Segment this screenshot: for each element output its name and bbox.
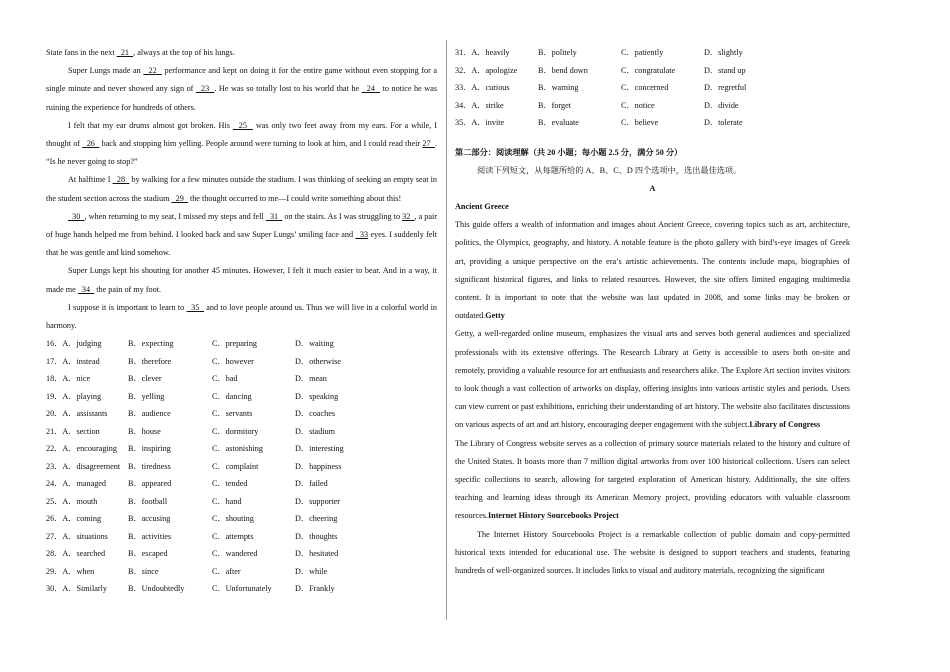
- option-c: C．attempts: [212, 531, 254, 541]
- option-b: B．bend down: [538, 65, 588, 75]
- option-d: D．failed: [295, 479, 328, 489]
- cloze-paragraph-1: Super Lungs made an 22 performance and kept on doing it for the entire game without even stopping for a single minute and never showed any sign of 23 . He was so totally lost to his world that he 24 to notice he was ruining the experience for hundreds of others.: [46, 66, 438, 112]
- option-row: [46, 563, 437, 581]
- option-b: B．clever: [128, 374, 162, 384]
- option-c: C．bad: [212, 374, 238, 384]
- option-a: 23．A．disagreement: [46, 461, 121, 471]
- option-d: D．mean: [295, 374, 327, 384]
- option-a: 19．A．playing: [46, 391, 102, 401]
- option-b: B．expecting: [128, 339, 174, 349]
- option-d: D．otherwise: [295, 356, 341, 366]
- option-a: 34．A．strike: [455, 100, 504, 110]
- section-title: 第二部分：阅读理解（共 20 小题；每小题 2.5 分，满分 50 分）: [455, 147, 683, 157]
- option-row: [455, 114, 850, 132]
- option-a: 20．A．assistants: [46, 409, 108, 419]
- cloze-paragraph-6: I suppose it is important to learn to 35 and to love people around us. Thus we will live in a colorful world in harmony.: [46, 302, 437, 331]
- option-a: 32．A．apologize: [455, 65, 518, 75]
- option-d: D．while: [295, 566, 328, 576]
- option-b: B．appeared: [128, 479, 172, 489]
- passage-label: A: [649, 183, 656, 193]
- option-c: C．astonishing: [212, 444, 263, 454]
- option-row: [455, 79, 850, 97]
- cloze-options-16-30: [46, 335, 437, 598]
- option-d: D．interesting: [295, 444, 344, 454]
- option-d: D．slightly: [704, 48, 743, 57]
- option-b: B．since: [128, 566, 159, 576]
- option-b: B．Undoubtedly: [128, 584, 185, 594]
- option-b: B．forget: [538, 100, 572, 110]
- option-a: 17．A．instead: [46, 356, 100, 366]
- text-library-of-congress: The Library of Congress website serves as a collection of primary source materials related to the history and culture of the United States. It boasts more than 7 million digital artworks from over 100 historical collections. Users can select specific collections to search, allowing for targeted exploration of American history. Additionally, the site offers teaching and learning ideas through its American Memory project, providing educators with valuable classroom resources.Internet History Sourcebooks Project: [455, 438, 850, 521]
- option-c: C．preparing: [212, 339, 258, 349]
- option-b: B．therefore: [128, 356, 172, 366]
- option-b: B．inspiring: [128, 444, 171, 454]
- option-a: 33．A．curious: [455, 83, 510, 92]
- option-a: 18．A．nice: [46, 374, 91, 384]
- option-a: 35．A．invite: [455, 118, 505, 127]
- option-b: B．activities: [128, 531, 172, 541]
- cloze-paragraph-5: Super Lungs kept his shouting for another 45 minutes. However, I felt it much easier to bear. And in a way, it made me 34 the pain of my foot.: [46, 266, 437, 294]
- column-divider: [446, 40, 447, 620]
- option-b: B．escaped: [128, 549, 168, 559]
- option-d: D．regretful: [704, 83, 747, 92]
- option-a: 16．A．judging: [46, 339, 102, 349]
- option-d: D．stand up: [704, 65, 746, 75]
- option-c: C．dancing: [212, 391, 252, 401]
- option-row: [455, 62, 850, 80]
- option-c: C．wandered: [212, 549, 258, 559]
- option-row: [46, 580, 437, 598]
- cloze-paragraph-0: State fans in the next 21 , always at the top of his lungs.: [46, 48, 235, 57]
- option-a: 26．A．coming: [46, 514, 102, 524]
- option-b: B．politely: [538, 48, 577, 57]
- option-b: B．football: [128, 496, 168, 506]
- option-row: [46, 493, 437, 511]
- option-b: B．tiredness: [128, 461, 171, 471]
- option-c: C．shouting: [212, 514, 254, 524]
- option-c: C．Unfortunately: [212, 584, 272, 594]
- option-row: [46, 528, 437, 546]
- heading-ancient-greece: Ancient Greece: [455, 201, 509, 211]
- option-row: [46, 545, 437, 563]
- option-a: 25．A．mouth: [46, 496, 98, 506]
- text-getty: Getty, a well-regarded online museum, emphasizes the visual arts and serves both general audiences and specialized professionals with its extensive offerings. The Research Library at Getty is accessible to users both on-site and remotely, providing a valuable resource for art enthusiasts and researchers alike. The Explore Art section invites visitors to look though a vast collection of artworks on display, offering insights into various artistic styles and periods. Users can view current or past exhibitions, enriching their understanding of art history. The website also facilitates discussions on various aspects of art and art history, encouraging deeper engagement with the subject.Library of Congress: [455, 329, 850, 430]
- option-a: 30．A．Similarly: [46, 584, 107, 594]
- option-d: D．happiness: [295, 461, 342, 471]
- cloze-options-31-35: [455, 44, 850, 132]
- option-c: C．however: [212, 356, 254, 366]
- cloze-paragraph-3: At halftime I 28 by walking for a few minutes outside the stadium. I was thinking of seeking an empty seat in the student section across the stadium 29 the thought occurred to me—I could write something about this!: [46, 175, 438, 203]
- heading-library-of-congress: Library of Congress: [749, 420, 821, 430]
- option-row: [46, 440, 437, 458]
- heading-getty: Getty: [485, 311, 505, 321]
- option-d: D．tolerate: [704, 118, 743, 127]
- option-a: 21．A．section: [46, 426, 100, 436]
- option-a: 27．A．situations: [46, 531, 108, 541]
- text-sourcebooks: The Internet History Sourcebooks Project is a remarkable collection of public domain and copy-permitted historical texts intended for educational use. The website is designed to support teachers and students, featuring hundreds of well-organized sources. It includes links to visual and auditory materials, recognizing the significant: [455, 529, 850, 575]
- option-row: [46, 405, 437, 423]
- option-d: D．supporter: [295, 496, 341, 506]
- option-d: D．waiting: [295, 339, 334, 349]
- option-c: C．concerned: [621, 83, 669, 92]
- option-d: D．cheering: [295, 514, 338, 524]
- option-c: C．hand: [212, 496, 242, 506]
- option-b: B．warning: [538, 83, 579, 92]
- option-row: [46, 458, 437, 476]
- option-c: C．complaint: [212, 461, 259, 471]
- option-d: D．divide: [704, 100, 739, 110]
- left-column: [46, 44, 437, 598]
- text-ancient-greece: This guide offers a wealth of information and images about Ancient Greece, covering topics such as art, architecture, politics, the Olympics, geography, and history. A notable feature is the photo gallery with bird’s-eye images of Greek art, providing a unique perspective on the era’s artistic achievements. The contents include maps, biographies of significant historical figures, and links to related resources. However, the site offers limited engaging multimedia content. It is important to note that the website was last updated in 2008, and some links may be broken or outdated.Getty: [455, 220, 850, 321]
- option-b: B．yelling: [128, 391, 165, 401]
- option-a: 22．A．encouraging: [46, 444, 117, 454]
- option-row: [46, 475, 437, 493]
- option-c: C．patiently: [621, 48, 664, 57]
- right-column: [455, 44, 850, 580]
- option-d: D．thoughts: [295, 531, 338, 541]
- option-d: D．stadium: [295, 426, 336, 436]
- option-d: D．coaches: [295, 409, 336, 419]
- option-c: C．tended: [212, 479, 248, 489]
- option-a: 29．A．when: [46, 566, 95, 576]
- option-b: B．evaluate: [538, 118, 579, 127]
- option-c: C．believe: [621, 118, 659, 127]
- option-c: C．after: [212, 566, 241, 576]
- option-a: 24．A．managed: [46, 479, 107, 489]
- option-b: B．audience: [128, 409, 171, 419]
- option-c: C．notice: [621, 100, 655, 110]
- option-c: C．congratulate: [621, 65, 676, 75]
- option-d: D．hesitated: [295, 549, 339, 559]
- option-a: 31．A．heavily: [455, 48, 510, 57]
- option-row: [455, 97, 850, 115]
- option-d: D．Frankly: [295, 584, 335, 594]
- option-c: C．dormitory: [212, 426, 259, 436]
- option-a: 28．A．searched: [46, 549, 106, 559]
- option-row: [46, 388, 437, 406]
- option-row: [46, 370, 437, 388]
- cloze-paragraph-2: I felt that my ear drums almost got broken. His 25 was only two feet away from my ears. For a while, I thought of 26 back and stopping him yelling. People around were turning to look at him, and I could read their 27 . “Is he never going to stop?”: [46, 120, 438, 167]
- option-row: [46, 510, 437, 528]
- option-row: [46, 335, 437, 353]
- option-b: B．accusing: [128, 514, 171, 524]
- option-d: D．speaking: [295, 391, 339, 401]
- option-row: [455, 44, 850, 62]
- option-row: [46, 423, 437, 441]
- section-instruction: 阅读下列短文，从每题所给的 A、B、C、D 四个选项中，选出最佳选项。: [477, 165, 742, 175]
- cloze-paragraph-4: 30 , when returning to my seat, I missed my steps and fell 31 on the stairs. As I was struggling to 32 , a pair of huge hands helped me from behind. I looked back and saw Super Lungs’ smiling face and 33 eyes. I suddenly felt that he was gentle and kind somehow.: [46, 211, 438, 258]
- heading-sourcebooks: Internet History Sourcebooks Project: [487, 511, 619, 521]
- option-b: B．house: [128, 426, 161, 436]
- option-row: [46, 353, 437, 371]
- option-c: C．servants: [212, 409, 253, 419]
